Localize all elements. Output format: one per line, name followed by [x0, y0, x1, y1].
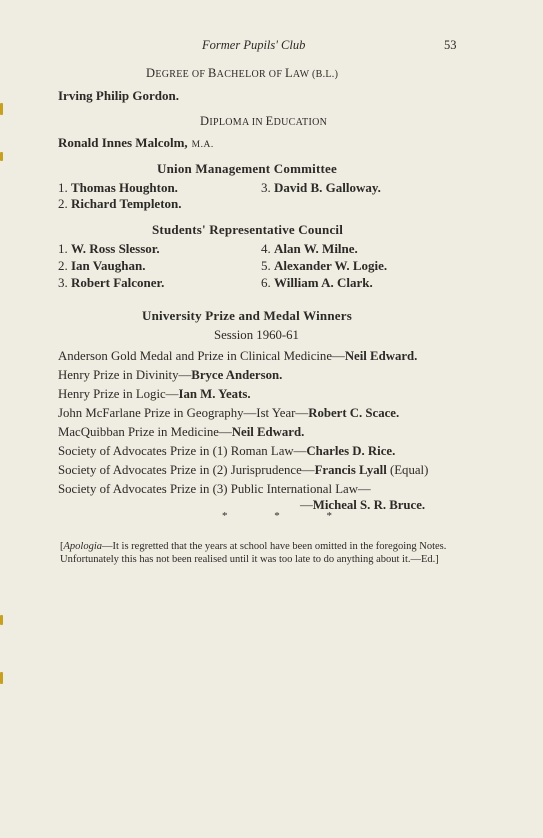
prizes-session: Session 1960-61 — [214, 328, 299, 342]
union-member: 2. Richard Templeton. — [58, 196, 182, 211]
diploma-heading: DIPLOMA IN EDUCATION — [200, 114, 328, 128]
prize-line: Society of Advocates Prize in (1) Roman Law—Charles D. Rice. — [58, 444, 396, 458]
src-member: 6. William A. Clark. — [261, 275, 373, 290]
src-member: 4. Alan W. Milne. — [261, 241, 358, 256]
src-member: 2. Ian Vaughan. — [58, 258, 146, 273]
prize-line: Society of Advocates Prize in (2) Jurisprudence—Francis Lyall (Equal) — [58, 463, 429, 477]
prize-line: Society of Advocates Prize in (3) Public International Law— — [58, 482, 371, 496]
union-member: 3. David B. Galloway. — [261, 180, 381, 195]
running-head: Former Pupils' Club — [202, 38, 306, 52]
prize-line: John McFarlane Prize in Geography—Ist Year—Robert C. Scace. — [58, 406, 400, 420]
prize-line: Henry Prize in Logic—Ian M. Yeats. — [58, 387, 251, 401]
degree-law-recipient: Irving Philip Gordon. — [58, 88, 179, 103]
src-member: 3. Robert Falconer. — [58, 275, 165, 290]
section-separator: * * * — [222, 510, 354, 522]
degree-law-heading: DEGREE OF BACHELOR OF LAW (B.L.) — [146, 66, 339, 80]
apology-note: [Apologia—It is regretted that the years at school have been omitted in the foregoing Notes. Unfortunately this has not been realised until it was too late to do anything about it.—Ed.] — [60, 541, 447, 565]
prizes-heading: University Prize and Medal Winners — [142, 308, 352, 323]
diploma-recipient: Ronald Innes Malcolm, M.A. — [58, 135, 214, 150]
src-heading: Students' Representative Council — [152, 222, 344, 237]
union-heading: Union Management Committee — [157, 161, 337, 176]
prize-line: Henry Prize in Divinity—Bryce Anderson. — [58, 368, 283, 382]
margin-mark — [0, 152, 3, 161]
margin-mark — [0, 672, 3, 684]
src-member: 1. W. Ross Slessor. — [58, 241, 160, 256]
src-member: 5. Alexander W. Logie. — [261, 258, 388, 273]
prize-last-winner: —Micheal S. R. Bruce. — [300, 498, 426, 512]
page-number: 53 — [444, 38, 457, 52]
prize-line: MacQuibban Prize in Medicine—Neil Edward. — [58, 425, 305, 439]
prize-line: Anderson Gold Medal and Prize in Clinical Medicine—Neil Edward. — [58, 349, 418, 363]
union-member: 1. Thomas Houghton. — [58, 180, 178, 195]
margin-mark — [0, 103, 3, 115]
margin-mark — [0, 615, 3, 625]
